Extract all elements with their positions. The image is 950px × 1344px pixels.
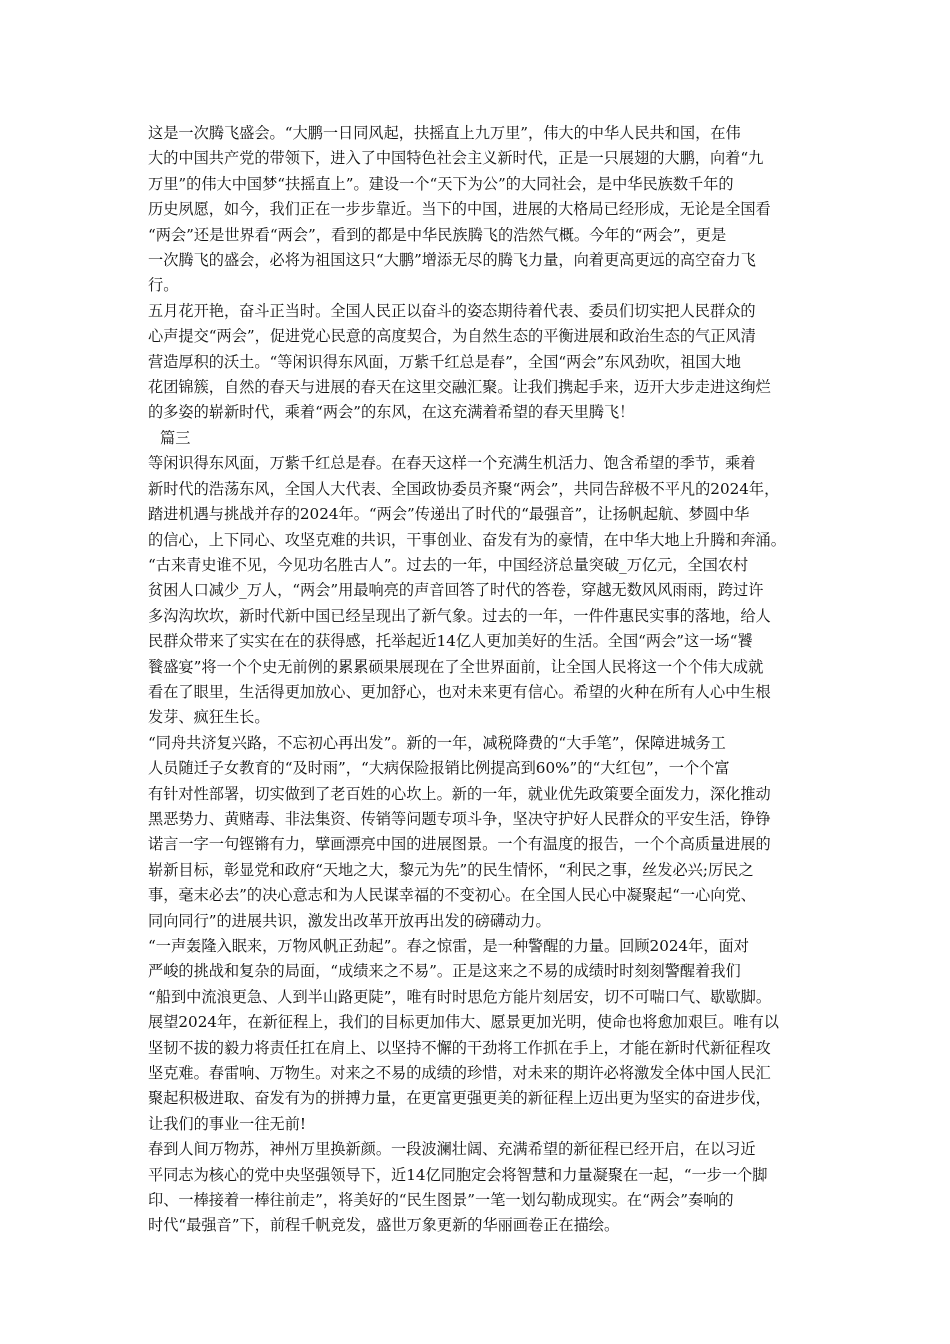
text-line: “两会”还是世界看“两会”，看到的都是中华民族腾飞的浩然气概。今年的“两会”，更是: [148, 225, 727, 244]
text-line: 严峻的挑战和复杂的局面，“成绩来之不易”。正是这来之不易的成绩时时刻刻警醒着我们: [148, 962, 741, 981]
text-line: 人员随迁子女教育的“及时雨”，“大病保险报销比例提高到60%”的“大红包”，一个个富: [148, 759, 730, 778]
text-line: 看在了眼里，生活得更加放心、更加舒心，也对未来更有信心。希望的火种在所有人心中生根: [148, 682, 771, 701]
text-line: 有针对性部署，切实做到了老百姓的心坎上。新的一年，就业优先政策要全面发力，深化推动: [148, 784, 771, 803]
body-paragraph: [140, 299, 812, 426]
text-line: 印、一棒接着一棒往前走”，将美好的“民生图景”一笔一划勾勒成现实。在“两会”奏响的: [148, 1191, 734, 1210]
text-line: 发芽、疯狂生长。: [148, 708, 270, 727]
text-line: 让我们的事业一往无前!: [148, 1114, 306, 1133]
text-line: “古来青史谁不见，今见功名胜古人”。过去的一年，中国经济总量突破_万亿元，全国农村: [148, 555, 749, 574]
text-line: 时代“最强音”下，前程千帆竞发，盛世万象更新的华丽画卷正在描绘。: [148, 1216, 620, 1235]
text-line: “一声轰隆入眠来，万物风帆正劲起”。春之惊雷，是一种警醒的力量。回顾2024年，面对: [148, 937, 749, 955]
text-line: 等闲识得东风面，万紫千红总是春。在春天这样一个充满生机活力、饱含希望的季节，乘着: [148, 454, 756, 473]
text-line: 的信心，上下同心、攻坚克难的共识，干事创业、奋发有为的豪情，在中华大地上升腾和奔涌。: [148, 530, 786, 549]
text-line: 黑恶势力、黄赌毒、非法集资、传销等问题专项斗争，坚决守护好人民群众的平安生活，铮铮: [148, 809, 771, 828]
section-heading: [140, 426, 812, 451]
text-line: 同向同行”的进展共识，激发出改革开放再出发的磅礴动力。: [148, 911, 551, 930]
text-line: 五月花开艳，奋斗正当时。全国人民正以奋斗的姿态期待着代表、委员们切实把人民群众的: [148, 301, 756, 320]
text-line: 聚起积极进取、奋发有为的拼搏力量，在更富更强更美的新征程上迈出更为坚实的奋进步伐，: [148, 1089, 771, 1108]
text-line: 营造厚积的沃土。“等闲识得东风面，万紫千红总是春”，全国“两会”东风劲吹，祖国大地: [148, 352, 741, 371]
text-line: 平同志为核心的党中央坚强领导下，近14亿同胞定会将智慧和力量凝聚在一起，“一步一个脚: [148, 1165, 768, 1184]
body-paragraph: [140, 553, 812, 731]
text-line: 春到人间万物苏，神州万里换新颜。一段波澜壮阔、充满希望的新征程已经开启，在以习近: [148, 1140, 756, 1159]
text-line: 坚克难。春雷响、万物生。对来之不易的成绩的珍惜，对未来的期许必将激发全体中国人民汇: [148, 1064, 771, 1083]
text-line: 的多姿的崭新时代，乘着“两会”的东风，在这充满着希望的春天里腾飞！: [148, 403, 635, 422]
text-line: 万里”的伟大中国梦“扶摇直上”。建设一个“天下为公”的大同社会，是中华民族数千年的: [148, 174, 734, 193]
text-line: 展望2024年，在新征程上，我们的目标更加伟大、愿景更加光明，使命也将愈加艰巨。唯有以: [148, 1013, 779, 1032]
document-page: [140, 121, 812, 1239]
text-line: 诺言一字一句铿锵有力，擘画漂亮中国的进展图景。一个有温度的报告，一个个高质量进展的: [148, 835, 771, 854]
text-line: 一次腾飞的盛会，必将为祖国这只“大鹏”增添无尽的腾飞力量，向着更高更远的高空奋力飞: [148, 251, 756, 270]
text-line: 民群众带来了实实在在的获得感，托举起近14亿人更加美好的生活。全国“两会”这一场“饕: [148, 632, 753, 651]
text-line: 贫困人口减少_万人，“两会”用最响亮的声音回答了时代的答卷，穿越无数风风雨雨，跨过许: [148, 581, 764, 600]
body-paragraph: [140, 934, 812, 1137]
body-paragraph: [140, 451, 812, 553]
text-line: 行。: [148, 276, 179, 295]
text-line: 事，毫末必去”的决心意志和为人民谋幸福的不变初心。在全国人民心中凝聚起“一心向党、: [148, 886, 756, 905]
text-line: 历史夙愿，如今，我们正在一步步靠近。当下的中国，进展的大格局已经形成，无论是全国看: [148, 200, 771, 219]
text-line: 篇三: [160, 428, 191, 447]
body-paragraph: [140, 121, 812, 299]
text-line: “船到中流浪更急、人到半山路更陡”，唯有时时思危方能片刻居安，切不可喘口气、歇歇脚。: [148, 987, 772, 1006]
body-paragraph: [140, 1137, 812, 1239]
text-line: 新时代的浩荡东风，全国人大代表、全国政协委员齐聚“两会”，共同告辞极不平凡的2024年，: [148, 479, 780, 498]
text-line: “同舟共济复兴路，不忘初心再出发”。新的一年，减税降费的“大手笔”，保障进城务工: [148, 733, 726, 752]
text-line: 崭新目标，彰显党和政府“天地之大，黎元为先”的民生情怀，“利民之事，丝发必兴;厉民之: [148, 860, 754, 879]
text-line: 大的中国共产党的带领下，进入了中国特色社会主义新时代，正是一只展翅的大鹏，向着“九: [148, 149, 764, 168]
text-line: 心声提交“两会”，促进党心民意的高度契合，为自然生态的平衡进展和政治生态的气正风清: [148, 327, 756, 346]
text-line: 踏进机遇与挑战并存的2024年。“两会”传递出了时代的“最强音”，让扬帆起航、梦圆中华: [148, 505, 750, 524]
text-line: 坚韧不拔的毅力将责任扛在肩上、以坚持不懈的干劲将工作抓在手上，才能在新时代新征程攻: [148, 1038, 771, 1057]
text-line: 这是一次腾飞盛会。“大鹏一日同风起，扶摇直上九万里”，伟大的中华人民共和国，在伟: [148, 124, 741, 142]
body-paragraph: [140, 731, 812, 934]
text-line: 花团锦簇，自然的春天与进展的春天在这里交融汇聚。让我们携起手来，迈开大步走进这绚烂: [148, 378, 771, 397]
text-line: 多沟沟坎坎，新时代新中国已经呈现出了新气象。过去的一年，一件件惠民实事的落地，给人: [148, 606, 771, 625]
text-line: 餮盛宴”将一个个史无前例的累累硕果展现在了全世界面前，让全国人民将这一个个伟大成就: [148, 657, 764, 676]
